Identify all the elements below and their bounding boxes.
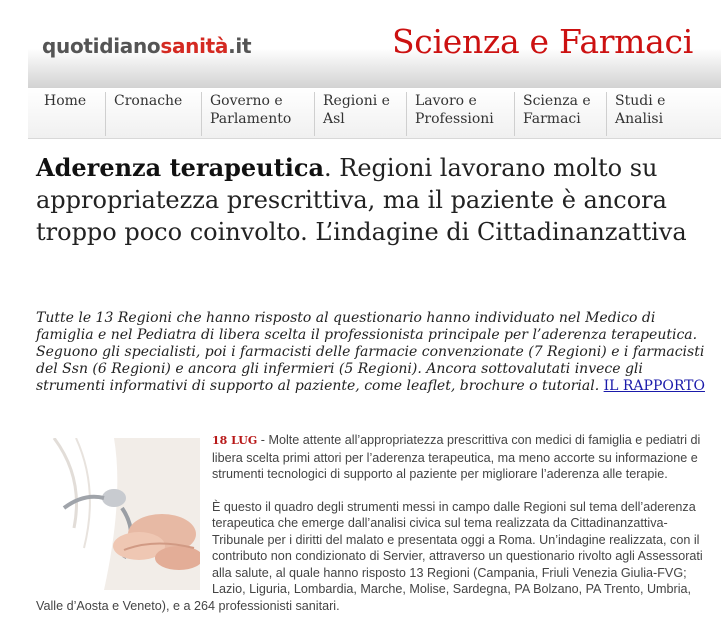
section-title: Scienza e Farmaci xyxy=(391,22,693,61)
article-body xyxy=(36,432,706,630)
site-header xyxy=(28,0,721,88)
nav-item-studi[interactable] xyxy=(606,92,686,136)
nav-item-label: Lavoro e xyxy=(415,93,477,109)
nav-item-label-2: Analisi xyxy=(615,111,664,127)
article-summary xyxy=(36,310,716,395)
logo-text-domain: .it xyxy=(228,34,252,58)
nav-item-label-2: Asl xyxy=(323,111,345,127)
headline-rest: . Regioni lavorano molto su appropriatezza prescrittiva, ma il paziente è ancora troppo poco coinvolto. L’indagine di Cittadinanzattiva xyxy=(36,154,687,246)
headline-bold: Aderenza terapeutica xyxy=(36,153,324,182)
photo-spacer xyxy=(36,432,212,588)
nav-item-label-2: Farmaci xyxy=(523,111,581,127)
nav-item-label: Home xyxy=(44,93,87,109)
nav-item-label: Regioni e xyxy=(323,93,390,109)
report-link[interactable]: IL RAPPORTO xyxy=(603,378,705,394)
article-date: 18 LUG xyxy=(212,434,258,447)
nav-item-label: Studi e xyxy=(615,93,666,109)
intro-text: - Molte attente all’appropriatezza prescrittiva con medici di famiglia e pediatri di libera scelta primi attori per l’aderenza terapeutica, ma meno accorte su informazione e strumenti tecnologici di supporto al paziente per migliorare l’aderenza alle terapie. xyxy=(212,433,701,481)
logo-text-quotidiano: quotidiano xyxy=(42,34,161,58)
nav-item-label: Scienza e xyxy=(523,93,591,109)
nav-item-label: Governo e xyxy=(210,93,283,109)
article-paragraph: È questo il quadro degli strumenti messi in campo dalle Regioni sul tema dell’aderenza terapeutica che emerge dall’analisi civica sul tema realizzata da Cittadinanzattiva-Tribunale per i diritti del malato e presentata oggi a Roma. Un’indagine realizzata, con il contributo non condizionato di Servier, attraverso un questionario rivolto agli Assessorati alla salute, al quale hanno risposto 13 Regioni (Campania, Friuli Venezia Giulia-FVG; Lazio, Liguria, Lombardia, Marche, Molise, Sardegna, PA Bolzano, PA Trento, Umbria, Valle d’Aosta e Veneto), e a 264 professionisti sanitari. xyxy=(36,499,703,613)
main-nav xyxy=(28,88,721,139)
summary-text: Tutte le 13 Regioni che hanno risposto al questionario hanno individuato nel Medico di famiglia e nel Pediatra di libera scelta il professionista principale per l’aderenza terapeutica. Seguono gli specialisti, poi i farmacisti delle farmacie convenzionate (7 Regioni) e i farmacisti del Ssn (6 Regioni) e ancora gli infermieri (5 Regioni). Ancora sottovalutati invece gli strumenti informativi di supporto al paziente, come leaflet, brochure o tutorial. xyxy=(36,310,705,394)
nav-item-regioni[interactable] xyxy=(314,92,406,136)
article-headline[interactable] xyxy=(36,152,716,248)
logo-text-sanita: sanità xyxy=(160,34,229,58)
nav-item-label-2: Professioni xyxy=(415,111,494,127)
nav-item-governo[interactable] xyxy=(201,92,314,136)
nav-item-scienza[interactable] xyxy=(514,92,606,136)
nav-item-label: Cronache xyxy=(114,93,183,109)
site-logo[interactable] xyxy=(42,34,251,58)
nav-item-lavoro[interactable] xyxy=(406,92,514,136)
nav-item-cronache[interactable] xyxy=(105,92,201,136)
nav-item-label-2: Parlamento xyxy=(210,111,292,127)
nav-item-home[interactable] xyxy=(36,92,106,136)
